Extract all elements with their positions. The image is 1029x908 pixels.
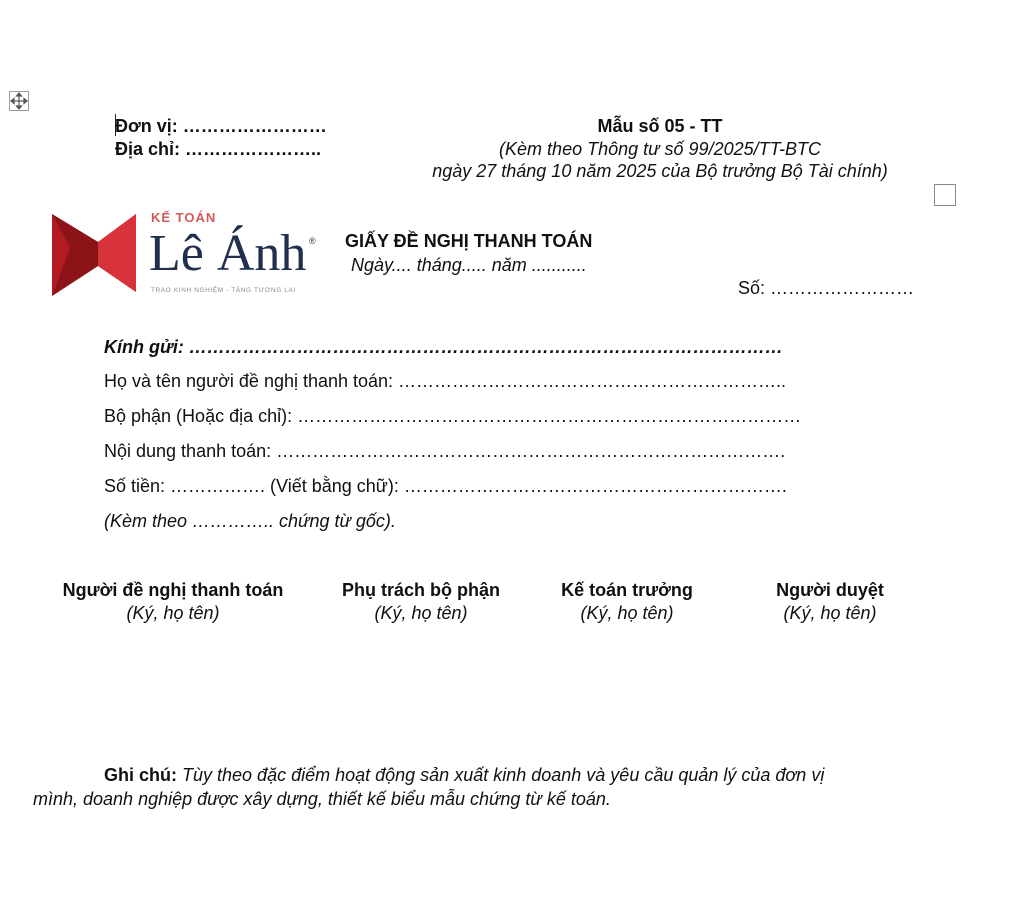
addressee-line: Kính gửi: ………………………………………………………………………………………: [104, 337, 783, 357]
signature-title: Người duyệt: [776, 580, 884, 600]
requester-line: Họ và tên người đề nghị thanh toán: ………………………………………………………..: [104, 371, 787, 391]
footnote-label: Ghi chú:: [104, 765, 177, 785]
logo-registered-mark: ®: [309, 236, 316, 246]
logo-top-text: KẾ TOÁN: [151, 210, 217, 225]
form-reference-line2: ngày 27 tháng 10 năm 2025 của Bộ trưởng Bộ Tài chính): [432, 161, 888, 181]
signature-title: Người đề nghị thanh toán: [62, 580, 284, 600]
document-title: GIẤY ĐỀ NGHỊ THANH TOÁN: [345, 231, 593, 251]
department-line: Bộ phận (Hoặc địa chỉ): …………………………………………………………………………: [104, 406, 802, 426]
logo-emblem-icon: [50, 208, 142, 298]
form-reference-line1: (Kèm theo Thông tư số 99/2025/TT-BTC: [499, 139, 821, 159]
document-number: Số: ……………………: [738, 278, 915, 298]
signature-title: Kế toán trưởng: [561, 580, 693, 600]
signature-note: (Ký, họ tên): [580, 603, 674, 623]
footnote-text-line2: mình, doanh nghiệp được xây dựng, thiết kế biểu mẫu chứng từ kế toán.: [33, 789, 611, 809]
signature-note: (Ký, họ tên): [126, 603, 220, 623]
address-line: Địa chỉ: …………………..: [115, 139, 322, 159]
footnote-line1: [104, 765, 936, 786]
checkbox-icon[interactable]: [934, 184, 956, 206]
unit-line: Đơn vị: ……………………: [115, 116, 327, 136]
logo-tagline: TRAO KINH NGHIỆM - TẶNG TƯƠNG LAI: [151, 287, 296, 294]
document-date: Ngày.... tháng..... năm ...........: [351, 255, 587, 275]
signature-requester: [33, 580, 313, 624]
signature-note: (Ký, họ tên): [783, 603, 877, 623]
amount-line: Số tiền: ……………. (Viết bằng chữ): ……………………………………………………….: [104, 476, 787, 496]
table-move-handle-icon[interactable]: [9, 91, 29, 111]
signature-note: (Ký, họ tên): [374, 603, 468, 623]
footnote-text-line1: Tùy theo đặc điểm hoạt động sản xuất kinh doanh và yêu cầu quản lý của đơn vị: [182, 765, 825, 785]
logo-brand-name: Lê Ánh: [149, 225, 307, 282]
company-logo: [50, 208, 325, 300]
signature-approver: [690, 580, 970, 624]
attachments-line: (Kèm theo ………….. chứng từ gốc).: [104, 511, 396, 531]
signature-title: Phụ trách bộ phận: [341, 580, 500, 600]
move-arrows-icon: [10, 92, 28, 110]
form-number: Mẫu số 05 - TT: [597, 116, 723, 136]
payment-content-line: Nội dung thanh toán: ………………………………………………………………………….: [104, 441, 786, 461]
